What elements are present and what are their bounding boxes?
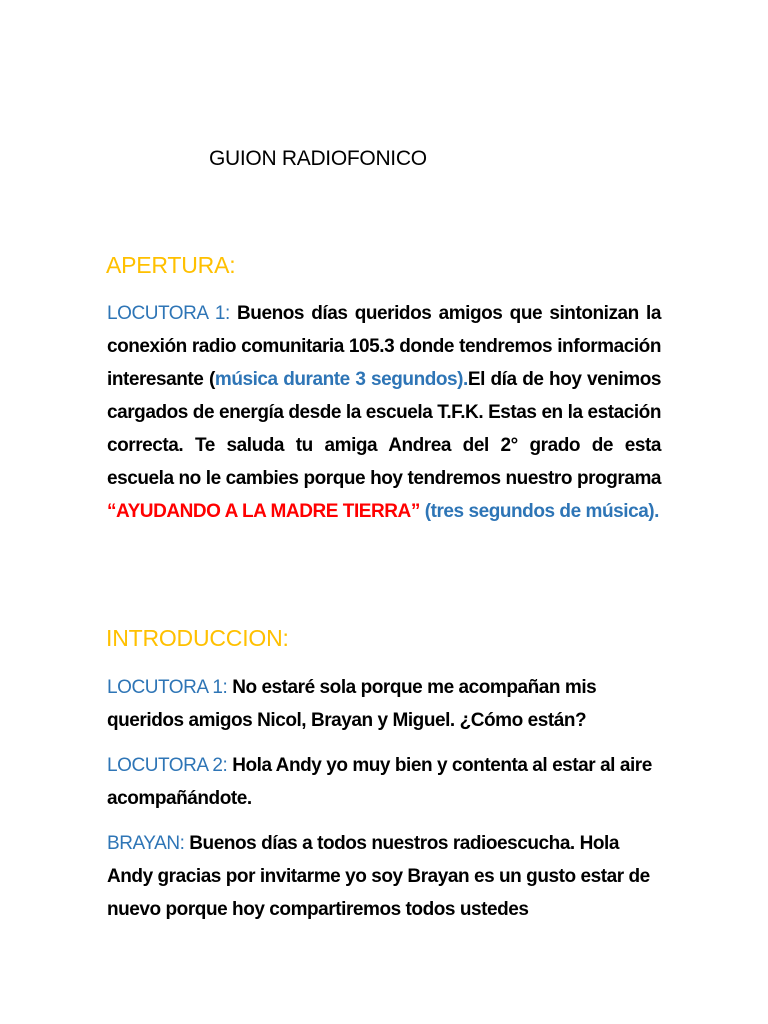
paragraph-text: Buenos días queridos amigos que sintonizan la conexión radio comunitaria 105.3 donde tendremos información interesante ( [107,303,661,390]
section-heading-apertura: APERTURA: [106,252,236,278]
paragraph-locutora-1-opening [107,297,661,528]
speaker-label: BRAYAN: [107,833,185,854]
paragraph-locutora-1-intro [107,671,661,737]
paragraph-text: Hola Andy yo muy bien y contenta al estar al aire acompañándote. [107,755,652,809]
paragraph-brayan [107,827,661,926]
speaker-label: LOCUTORA 2: [107,755,228,776]
program-name-text: “AYUDANDO A LA MADRE TIERRA” [107,501,420,522]
paragraph-text: Buenos días a todos nuestros radioescucha. Hola Andy gracias por invitarme yo soy Brayan es un gusto estar de nuevo porque hoy compartiremos todos ustedes [107,833,650,920]
paragraph-text: No estaré sola porque me acompañan mis queridos amigos Nicol, Brayan y Miguel. ¿Cómo están? [107,677,597,731]
document-title: GUION RADIOFONICO [209,147,427,170]
speaker-label: LOCUTORA 1: [107,677,228,698]
speaker-label: LOCUTORA 1: [107,303,230,324]
paragraph-text: El día de hoy venimos cargados de energía desde la escuela T.F.K. Estas en la estación correcta. Te saluda tu amiga Andrea del 2° grado de esta escuela no le cambies porque hoy tendremos nuestro programa [107,369,661,489]
section-heading-introduccion: INTRODUCCION: [106,625,289,651]
music-cue-text: música durante 3 segundos). [214,369,468,390]
music-cue-text: (tres segundos de música). [419,501,660,522]
paragraph-locutora-2 [107,749,661,815]
